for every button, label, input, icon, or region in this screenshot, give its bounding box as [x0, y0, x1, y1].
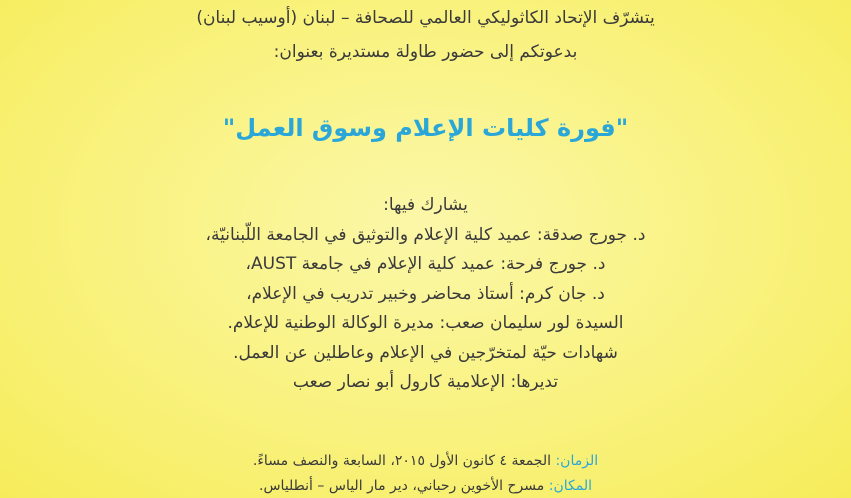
time-label: الزمان: [555, 453, 599, 469]
time-line [0, 453, 851, 469]
time-value: الجمعة ٤ كانون الأول ٢٠١٥، السابعة والنصف مساءً. [252, 453, 551, 469]
moderator-line: تديرها: الإعلامية كارول أبو نصار صعب [292, 372, 559, 392]
participant-line: السيدة لور سليمان صعب: مديرة الوكالة الوطنية للإعلام. [227, 313, 624, 333]
place-label: المكان: [548, 478, 592, 494]
participant-line: د. جان كرم: أستاذ محاضر وخبير تدريب في الإعلام، [246, 284, 605, 304]
testimonials-line: شهادات حيّة لمتخرّجين في الإعلام وعاطلين عن العمل. [233, 343, 618, 363]
participant-line: د. جورج فرحة: عميد كلية الإعلام في جامعة AUST، [245, 254, 606, 274]
invite-line: بدعوتكم إلى حضور طاولة مستديرة بعنوان: [273, 42, 578, 62]
participant-line: د. جورج صدقة: عميد كلية الإعلام والتوثيق في الجامعة اللّبنانيّة، [205, 225, 646, 245]
participants-heading: يشارك فيها: [383, 195, 468, 215]
event-title: "فورة كليات الإعلام وسوق العمل" [222, 114, 629, 142]
host-line: يتشرّف الإتحاد الكاثوليكي العالمي للصحافة – لبنان (أوسيب لبنان) [196, 8, 655, 28]
place-value: مسرح الأخوين رحباني، دير مار الياس – أنطلياس. [259, 478, 545, 494]
place-line [0, 478, 851, 494]
